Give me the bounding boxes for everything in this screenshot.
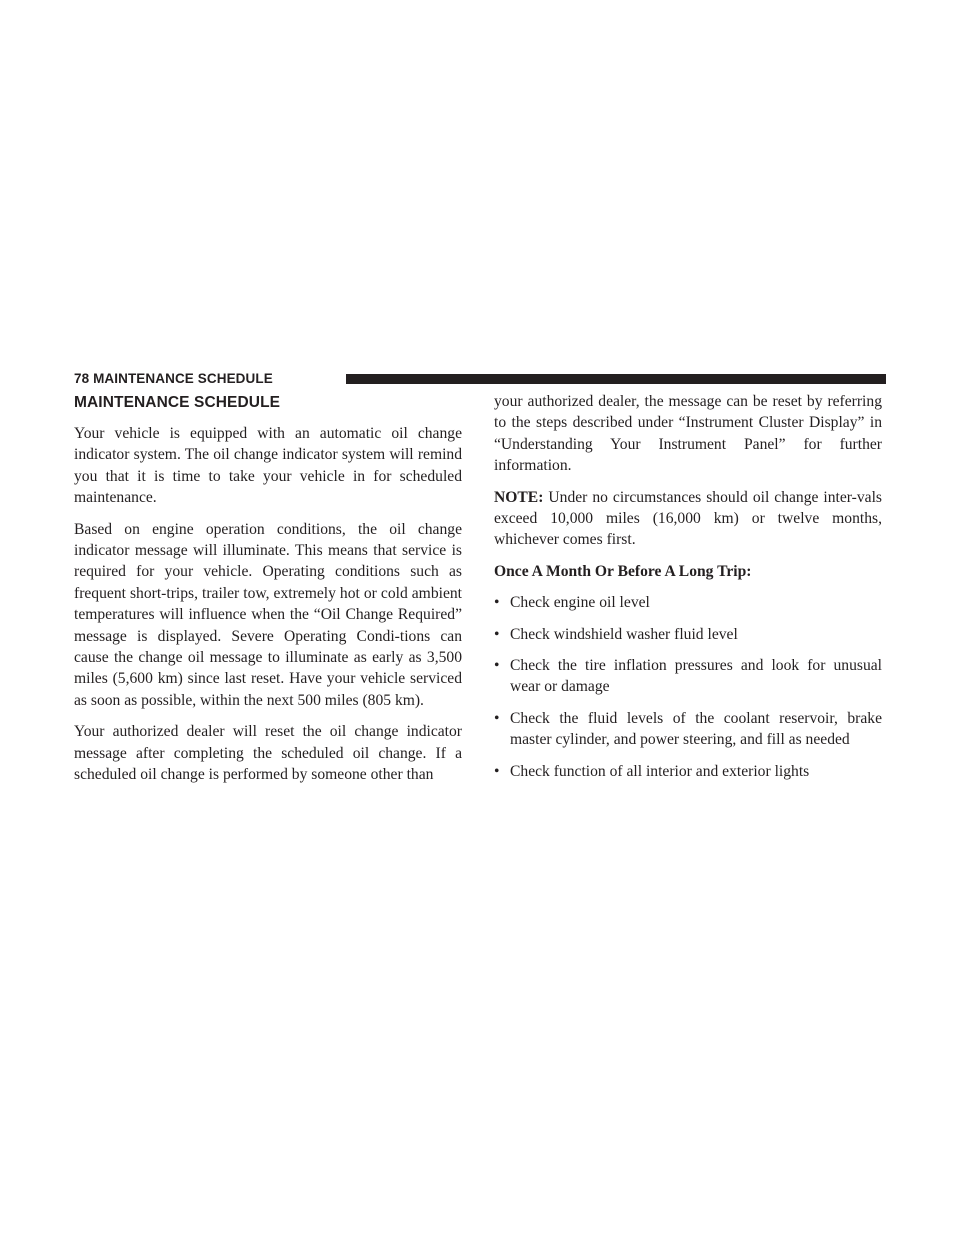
list-item-text: Check windshield washer fluid level — [510, 625, 738, 643]
paragraph-operating-conditions: Based on engine operation conditions, the oil change indicator message will illuminate. This means that service is required for your vehicle. Operating conditions such as frequent short-trips, trailer tow, extremely hot or cold ambient temperatures will influence when the “Oil Change Required” message is displayed. Severe Operating Condi-tions can cause the change oil message to illuminate as early as 3,500 miles (5,600 km) since last reset. Have your vehicle serviced as soon as possible, within the next 500 miles (805 km). — [74, 520, 462, 709]
paragraph-intro: Your vehicle is equipped with an automatic oil change indicator system. The oil change indicator system will remind you that it is time to take your vehicle in for scheduled maintenance. — [74, 425, 462, 507]
paragraph-dealer-reset: Your authorized dealer will reset the oil change indicator message after completing the scheduled oil change. If a scheduled oil change is performed by someone other than — [74, 723, 462, 784]
list-item-text: Check function of all interior and exterior lights — [510, 762, 810, 780]
bullet-icon: • — [494, 594, 500, 612]
bullet-icon: • — [494, 625, 500, 643]
note-paragraph — [494, 487, 882, 551]
note-text: Under no circumstances should oil change inter-vals exceed 10,000 miles (16,000 km) or twelve months, whichever comes first. — [494, 488, 882, 549]
list-item — [494, 655, 882, 698]
note-label: NOTE: — [494, 488, 544, 506]
bullet-icon: • — [494, 762, 500, 780]
list-item-text: Check the fluid levels of the coolant reservoir, brake master cylinder, and power steering, and fill as needed — [510, 709, 882, 749]
paragraph-continuation: your authorized dealer, the message can be reset by referring to the steps described under “Instrument Cluster Display” in “Understanding Your Instrument Panel” for further information. — [494, 393, 882, 475]
list-item-text: Check engine oil level — [510, 594, 650, 612]
list-item — [494, 761, 882, 782]
page-header — [74, 371, 886, 387]
list-item-text: Check the tire inflation pressures and look for unusual wear or damage — [510, 657, 882, 696]
checklist — [494, 592, 882, 782]
header-rule — [346, 374, 886, 384]
section-title: MAINTENANCE SCHEDULE — [74, 394, 281, 411]
list-item — [494, 592, 882, 613]
page-number-header: 78 MAINTENANCE SCHEDULE — [74, 371, 279, 387]
bullet-icon: • — [494, 709, 500, 727]
bullet-icon: • — [494, 657, 500, 675]
left-column — [74, 391, 462, 796]
list-item — [494, 624, 882, 645]
list-item — [494, 708, 882, 751]
right-column — [494, 391, 882, 792]
checklist-heading: Once A Month Or Before A Long Trip: — [494, 562, 752, 580]
